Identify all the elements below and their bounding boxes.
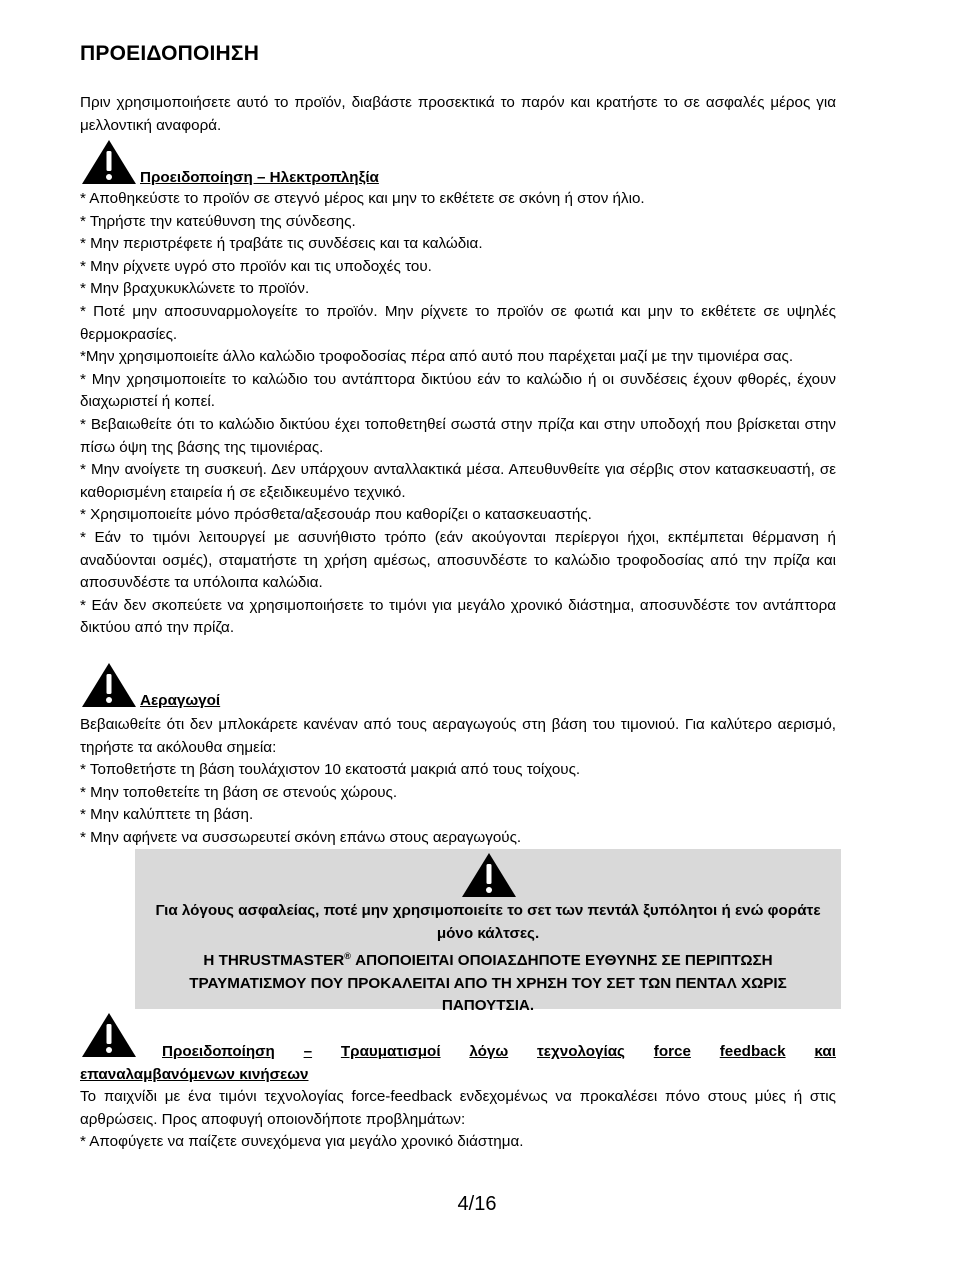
heading-line-1: [162, 1041, 836, 1064]
force-feedback-warning-heading: [80, 1041, 836, 1086]
list-item: * Μην περιστρέφετε ή τραβάτε τις συνδέσεις και τα καλώδια.: [80, 235, 483, 253]
list-item: Το παιχνίδι με ένα τιμόνι τεχνολογίας force-feedback ενδεχομένως να προκαλέσει πόνο στους μύες ή στις αρθρώσεις. Προς αποφυγή οποιονδήποτε προβλημάτων:: [80, 1088, 836, 1128]
pedal-safety-box: [135, 849, 841, 1015]
brand-name: Η THRUSTMASTER: [203, 952, 345, 970]
list-item: * Αποθηκεύστε το προϊόν σε στεγνό μέρος και μην το εκθέτετε σε σκόνη ή στον ήλιο.: [80, 190, 645, 207]
page-title: ΠΡΟΕΙΔΟΠΟΙΗΣΗ: [80, 42, 260, 65]
list-item: *Μην χρησιμοποιείτε άλλο καλώδιο τροφοδοσίας πέρα από αυτό που παρέχεται μαζί με την τιμονιέρα σας.: [80, 348, 794, 366]
intro-paragraph: [80, 92, 836, 137]
pedal-safety-line2: [145, 945, 831, 1018]
list-item: * Μην βραχυκυκλώνετε το προϊόν.: [80, 280, 310, 298]
list-item: * Μην ανοίγετε τη συσκευή. Δεν υπάρχουν ανταλλακτικά μέσα. Απευθυνθείτε για σέρβις στον κατασκευαστή, σε καθορισμένη εταιρεία ή σε εξειδικευμένο τεχνικό.: [80, 461, 836, 501]
list-item: * Μην καλύπτετε τη βάση.: [80, 806, 254, 824]
electric-warning-header: [80, 138, 480, 188]
list-item: * Μην χρησιμοποιείτε το καλώδιο του αντάπτορα δικτύου εάν το καλώδιο ή οι συνδέσεις έχουν φθορές, έχουν διαχωριστεί ή κοπεί.: [80, 370, 836, 411]
heading-word: και: [814, 1043, 836, 1060]
heading-word: Τραυματισμοί: [340, 1043, 441, 1060]
list-item: Βεβαιωθείτε ότι δεν μπλοκάρετε κανέναν από τους αεραγωγούς στη βάση του τιμονιού. Για καλύτερο αερισμό, τηρήστε τα ακόλουθα σημεία:: [80, 716, 836, 756]
list-item: * Αποφύγετε να παίζετε συνεχόμενα για μεγάλο χρονικό διάστημα.: [80, 1133, 524, 1151]
heading-line-2: επαναλαμβανόμενων κινήσεων: [80, 1065, 309, 1083]
list-item: * Μην αφήνετε να συσσωρευτεί σκόνη επάνω στους αεραγωγούς.: [80, 828, 522, 846]
intro-text: Πριν χρησιμοποιήσετε αυτό το προϊόν, διαβάστε προσεκτικά το παρόν και κρατήστε το σε ασφαλές μέρος για μελλοντική αναφορά.: [80, 94, 836, 134]
heading-word: feedback: [719, 1043, 786, 1060]
list-item: * Μην τοποθετείτε τη βάση σε στενούς χώρους.: [80, 783, 398, 801]
vents-warning-list: [80, 714, 836, 850]
list-item: * Ποτέ μην αποσυναρμολογείτε το προϊόν. Μην ρίχνετε το προϊόν σε φωτιά και μην το εκθέτετε σε υψηλές θερμοκρασίες.: [80, 302, 836, 343]
force-feedback-list: [80, 1086, 836, 1154]
list-item: * Εάν δεν σκοπεύετε να χρησιμοποιήσετε το τιμόνι για μεγάλο χρονικό διάστημα, αποσυνδέστε τον αντάπτορα δικτύου από την πρίζα.: [80, 596, 836, 637]
heading-word: τεχνολογίας: [537, 1043, 625, 1060]
list-item: * Χρησιμοποιείτε μόνο πρόσθετα/αξεσουάρ που καθορίζει ο κατασκευαστής.: [80, 506, 592, 524]
list-item: * Τοποθετήστε τη βάση τουλάχιστον 10 εκατοστά μακριά από τους τοίχους.: [80, 761, 581, 779]
list-item: * Μην ρίχνετε υγρό στο προϊόν και τις υποδοχές του.: [80, 257, 432, 275]
list-item: * Τηρήστε την κατεύθυνση της σύνδεσης.: [80, 212, 356, 230]
list-item: * Εάν το τιμόνι λειτουργεί με ασυνήθιστο τρόπο (εάν ακούγονται περίεργοι ήχοι, εκπέμπεται θέρμανση ή αναδύονται οσμές), σταματήστε τη χρήση αμέσως, αποσυνδέστε το καλώδιο τροφοδοσίας από την πρίζα και αποσυνδέστε τα υπόλοιπα καλώδια.: [80, 528, 836, 592]
electric-warning-heading: Προειδοποίηση – Ηλεκτροπληξία: [140, 169, 379, 186]
disclaimer-text: ΑΠΟΠΟΙΕΙΤΑΙ ΟΠΟΙΑΣΔΗΠΟΤΕ ΕΥΘΥΝΗΣ ΣΕ ΠΕΡΙΠΤΩΣΗ ΤΡΑΥΜΑΤΙΣΜΟΥ ΠΟΥ ΠΡΟΚΑΛΕΙΤΑΙ ΑΠΟ ΤΗ ΧΡΗΣΗ ΤΟΥ ΣΕΤ ΤΩΝ ΠΕΝΤΑΛ ΧΩΡΙΣ ΠΑΠΟΥΤΣΙΑ.: [189, 952, 787, 1015]
warning-triangle-icon: [80, 138, 138, 186]
pedal-safety-line1: Για λόγους ασφαλείας, ποτέ μην χρησιμοποιείτε το σετ των πεντάλ ξυπόλητοι ή ενώ φοράτε μόνο κάλτσες.: [155, 902, 821, 942]
vents-warning-header: [80, 661, 380, 711]
electric-warning-list: [80, 188, 836, 640]
list-item: * Βεβαιωθείτε ότι το καλώδιο δικτύου έχει τοποθετηθεί σωστά στην πρίζα και στην υποδοχή που βρίσκεται στην πίσω όψη της βάσης της τιμονιέρας.: [80, 415, 836, 456]
page-number: 4/16: [457, 1193, 497, 1215]
heading-word: –: [303, 1043, 313, 1060]
heading-word: Προειδοποίηση: [162, 1043, 275, 1060]
warning-triangle-icon: [460, 851, 518, 899]
vents-warning-heading: Αεραγωγοί: [140, 692, 221, 709]
pedal-safety-text: [145, 900, 831, 1018]
warning-triangle-icon: [80, 661, 138, 709]
heading-word: force: [653, 1043, 691, 1060]
registered-mark: ®: [344, 951, 351, 962]
heading-word: λόγω: [469, 1043, 509, 1060]
